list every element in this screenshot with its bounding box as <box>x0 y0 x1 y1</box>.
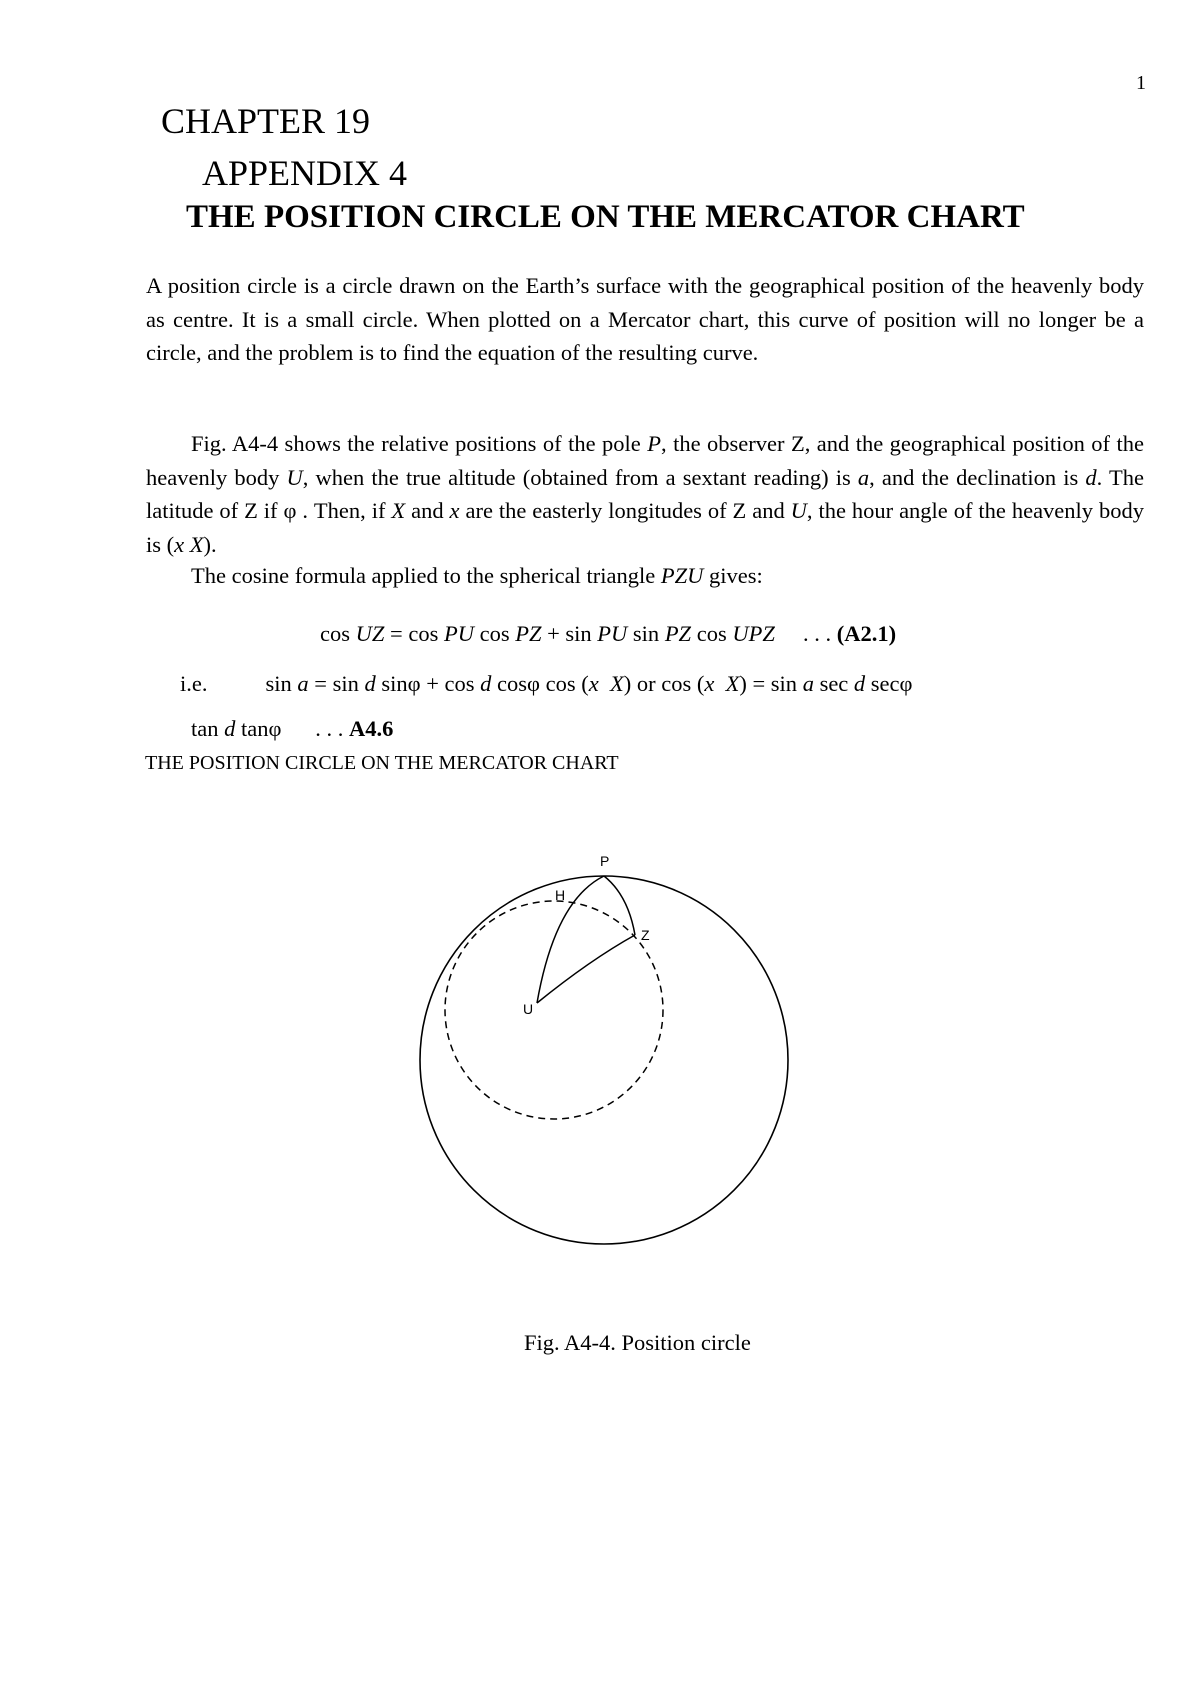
arc-p-to-u <box>537 876 604 1003</box>
figure-caption: Fig. A4-4. Position circle <box>524 1330 751 1355</box>
label-u: U <box>523 1001 534 1017</box>
earth-circle <box>420 876 788 1244</box>
label-p: P <box>600 853 610 869</box>
page-number: 1 <box>1136 72 1146 94</box>
appendix-heading: APPENDIX 4 <box>202 153 408 193</box>
section-title: THE POSITION CIRCLE ON THE MERCATOR CHART <box>186 199 1025 235</box>
cosine-formula-intro: The cosine formula applied to the spherical triangle PZU gives: <box>191 563 763 588</box>
equation-ie: i.e. sin a = sin d sinφ + cos d cosφ cos (x X) or cos (x X) = sin a sec d secφ <box>180 671 913 696</box>
chapter-heading: CHAPTER 19 <box>161 101 371 141</box>
intro-paragraph: A position circle is a circle drawn on the Earth’s surface with the geographical position of the heavenly body as centre. It is a small circle. When plotted on a Mercator chart, this curve of position will no longer be a circle, and the problem is to find the equation of the resulting curve. <box>146 273 1144 365</box>
position-circle-dashed <box>445 901 663 1119</box>
figure-description-paragraph: Fig. A4-4 shows the relative positions of the pole P, the observer Z, and the geographical position of the heavenly body U, when the true altitude (obtained from a sextant reading) is a, and the declination is d. The latitude of Z if φ . Then, if X and x are the easterly longitudes of Z and U, the hour angle of the heavenly body is (x X). <box>146 431 1144 557</box>
arc-p-to-z <box>604 876 635 935</box>
figure-heading: THE POSITION CIRCLE ON THE MERCATOR CHART <box>145 752 619 774</box>
label-z: Z <box>641 927 650 943</box>
equation-a2-1: cos UZ = cos PU cos PZ + sin PU sin PZ cos UPZ . . . (A2.1) <box>320 621 897 646</box>
label-h: H <box>555 887 566 903</box>
equation-a4-6: tan d tanφ . . . A4.6 <box>191 716 394 741</box>
